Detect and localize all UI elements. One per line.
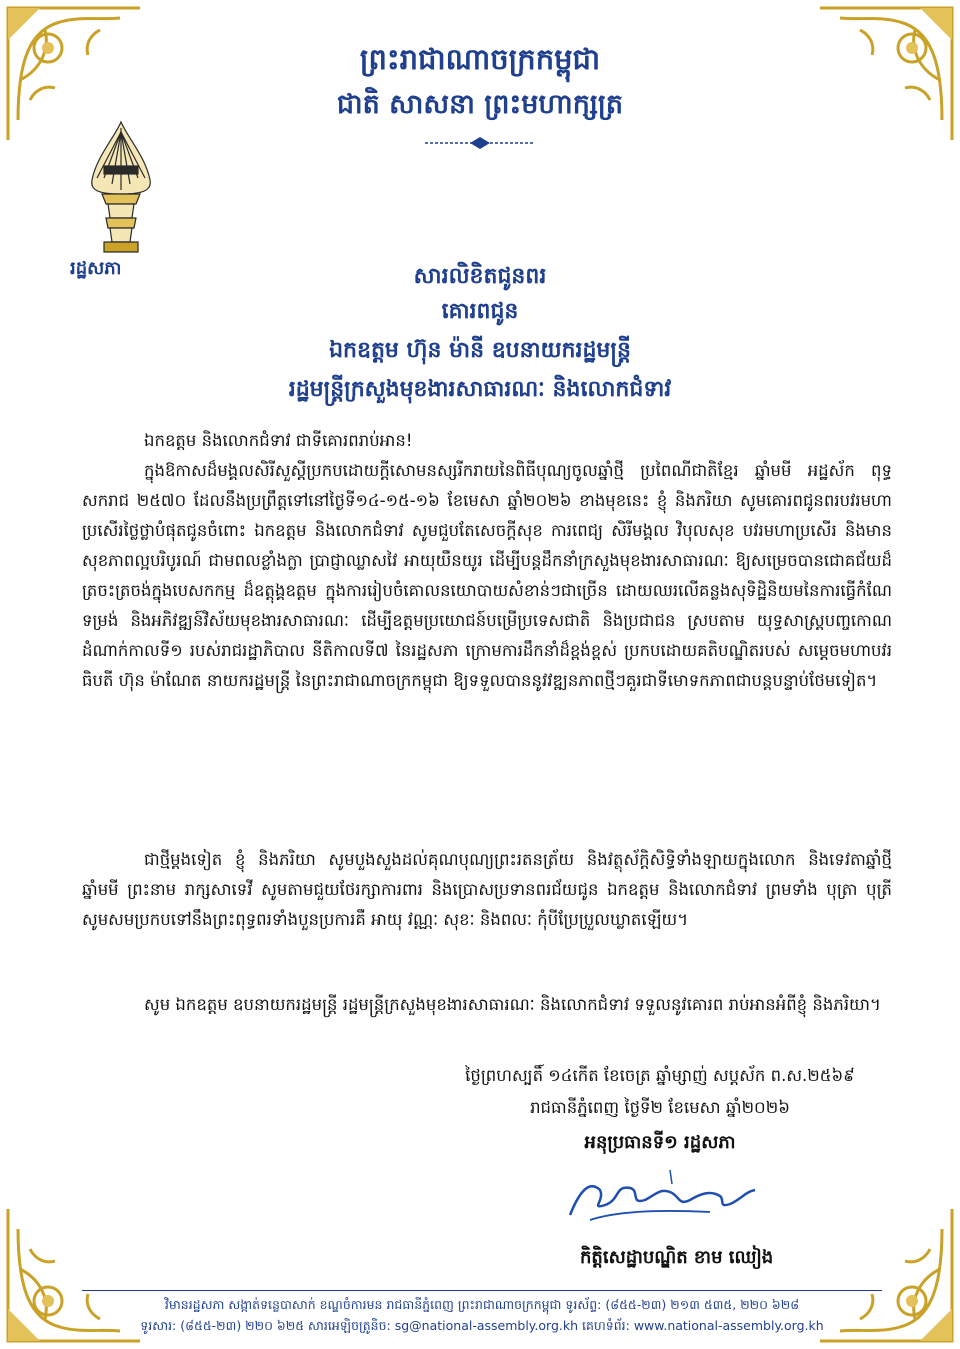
signer-name: កិត្តិសេដ្ឋាបណ្ឌិត ខាម ឈៀង [580, 1247, 774, 1268]
recipient-line-1: ឯកឧត្តម ហ៊ុន ម៉ានី ឧបនាយករដ្ឋមន្ត្រី [329, 338, 631, 363]
body-paragraph-2: ជាថ្មីម្តងទៀត ខ្ញុំ និងភរិយា សូមបួងសួងដល់គុណបុណ្យព្រះរតនត្រ័យ និងវត្ថុស័ក្តិសិទ្ធិទាំងឡាយក្នុងលោក និងទេវតាឆ្នាំថ្មី ឆ្នាំមមី ព្រះនាម រាក្សសាទេវី សូមតាមជួយថែរក្សាការពារ និងប្រោសប្រទានពរជ័យជូន ឯកឧត្តម និងលោកជំទាវ ព្រមទាំង បុត្រា បុត្រី សូមសមប្រកបទៅនឹងព្រះពុទ្ធពរទាំងបួនប្រការគឺ អាយុ វណ្ណៈ សុខៈ និងពលៈ កុំបីប្រែប្រួលឃ្លាតឡើយ។ [82, 850, 892, 929]
place-and-date: រាជធានីភ្នំពេញ ថ្ងៃទី២ ខែមេសា ឆ្នាំ២០២៦ [530, 1098, 790, 1117]
handwritten-signature [560, 1160, 760, 1230]
national-motto: ជាតិ សាសនា ព្រះមហាក្សត្រ [336, 89, 624, 120]
salutation-heading: គោរពជូន [441, 299, 519, 324]
kingdom-name: ព្រះរាជាណាចក្រកម្ពុជា [359, 42, 601, 76]
body-paragraph-1: ក្នុងឱកាសដ៏មង្គលសិរីសួស្តីប្រកបដោយក្តីសោមនស្សរីករាយនៃពិធីបុណ្យចូលឆ្នាំថ្មី ប្រពៃណីជាតិខ្មែរ ឆ្នាំមមី អដ្ឋស័ក ពុទ្ធសករាជ ២៥៧០ ដែលនឹងប្រព្រឹត្តទៅនៅថ្ងៃទី១៤-១៥-១៦ ខែមេសា ឆ្នាំ២០២៦ ខាងមុខនេះ ខ្ញុំ និងភរិយា សូមគោរពជូនពរបវរមហាប្រសើរថ្លៃថ្លាបំផុតជូនចំពោះ ឯកឧត្តម និងលោកជំទាវ សូមជួបតែសេចក្តីសុខ ការពេជ្យ សិរីមង្គល វិបុលសុខ បវរមហាប្រសើរ និងមានសុខភាពល្អបរិបូរណ៍ ជាមពលខ្លាំងក្លា ប្រាជ្ញាឈ្លាសវៃ អាយុយឺនយូរ ដើម្បីបន្តដឹកនាំក្រសួងមុខងារសាធារណៈ ឱ្យសម្រេចបានជោគជ័យដ៏ត្រចះត្រចង់ក្នុងបេសកកម្ម ដ៏ឧត្តុង្គឧត្តម ក្នុងការរៀបចំគោលនយោបាយសំខាន់ៗជាច្រើន ដោយឈរលើគន្លងសុទិដ្ឋិនិយមនៃការធ្វើកំណែ ទម្រង់ និងអភិវឌ្ឍន៍វិស័យមុខងារសាធារណៈ ដើម្បីឧត្តមប្រយោជន៍បម្រើប្រទេសជាតិ និងប្រជាជន ស្របតាម យុទ្ធសាស្ត្របញ្ចកោណដំណាក់កាលទី១ របស់រាជរដ្ឋាភិបាល នីតិកាលទី៧ នៃរដ្ឋសភា ក្រោមការដឹកនាំដ៏ខ្ពង់ខ្ពស់ ប្រកបដោយគតិបណ្ឌិតរបស់ សម្តេចមហាបវរធិបតី ហ៊ុន ម៉ាណែត នាយករដ្ឋមន្ត្រី នៃព្រះរាជាណាចក្រកម្ពុជា ឱ្យទទួលបាននូវវឌ្ឍនភាពថ្មីៗគួរជាទីមោទកភាពជាបន្តបន្ទាប់ថែមទៀត។ [82, 461, 892, 690]
body-paragraph-3: សូម ឯកឧត្តម ឧបនាយករដ្ឋមន្ត្រី រដ្ឋមន្ត្រីក្រសួងមុខងារសាធារណៈ និងលោកជំទាវ ទទួលនូវគោរព រាប់អានអំពីខ្ញុំ និងភរិយា។ [144, 995, 881, 1014]
footer-divider [82, 1290, 882, 1291]
ornamental-divider [425, 136, 535, 150]
footer-address: វិមានរដ្ឋសភា សង្កាត់ទន្លេបាសាក់ ខណ្ឌចំការមន រាជធានីភ្នំពេញ ព្រះរាជាណាចក្រកម្ពុជា ទូរស័ព្ទ: (៨៥៥-២៣) ២១៣ ៥៣៥, ២២០ ៦២៨ [164, 1297, 800, 1312]
lunar-date: ថ្ងៃព្រហស្បតិ៍ ១៤កើត ខែចេត្រ ឆ្នាំម្សាញ់ សប្តស័ក ព.ស.២៥៦៩ [465, 1066, 855, 1085]
institution-name: រដ្ឋសភា [70, 258, 122, 279]
recipient-line-2: រដ្ឋមន្ត្រីក្រសួងមុខងារសាធារណៈ និងលោកជំទាវ [288, 377, 672, 402]
greeting: ឯកឧត្តម និងលោកជំទាវ ជាទីគោរពរាប់អាន! [144, 431, 413, 450]
footer-contact: ទូរសារ: (៨៥៥-២៣) ២២០ ៦២៥ សារអេឡិចត្រូនិច: sg@national-assembly.org.kh គេហទំព័រ: www.national-assembly.org.kh [140, 1318, 824, 1333]
letter-title: សារលិខិតជូនពរ [413, 264, 547, 289]
signer-position: អនុប្រធានទី១ រដ្ឋសភា [584, 1132, 736, 1153]
national-assembly-emblem [84, 118, 158, 256]
